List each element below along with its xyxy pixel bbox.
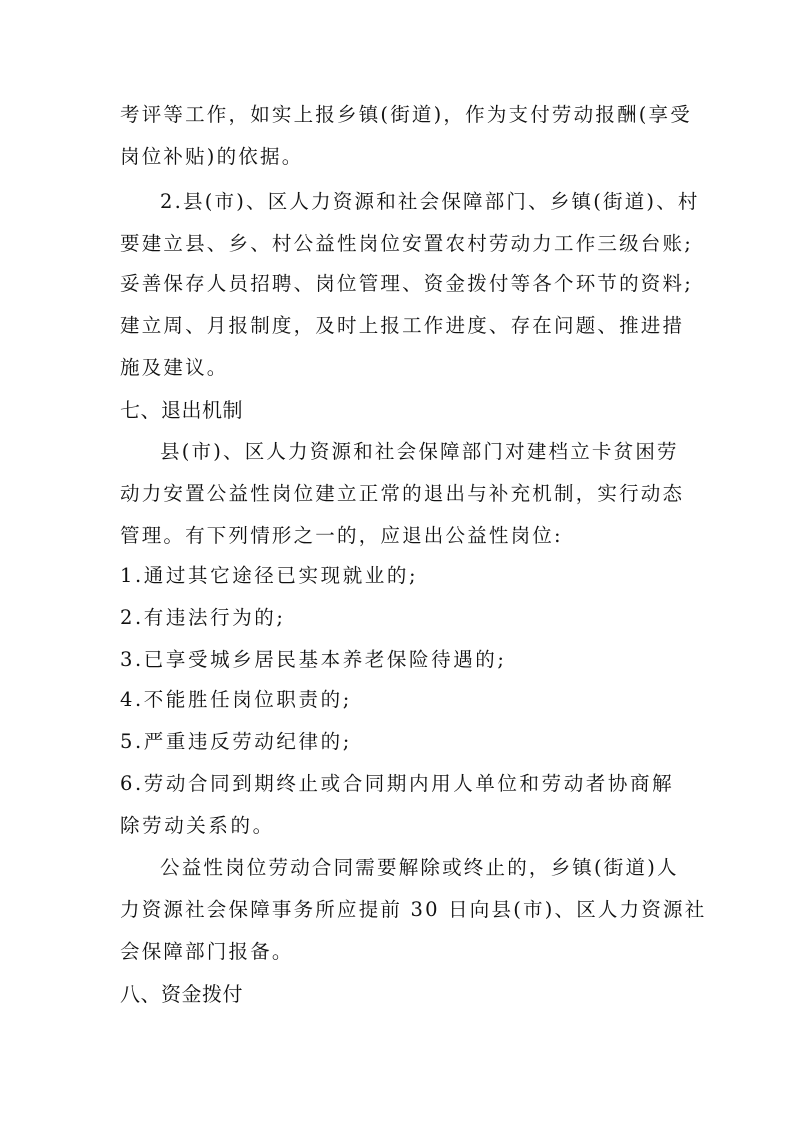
- list-item: 1.通过其它途径已实现就业的;: [120, 564, 419, 587]
- section-heading: 七、退出机制: [120, 398, 243, 422]
- list-item: 6.劳动合同到期终止或合同期内用人单位和劳动者协商解: [120, 772, 675, 795]
- paragraph-line: 公益性岗位劳动合同需要解除或终止的，乡镇(街道)人: [160, 856, 679, 879]
- section-heading: 八、资金拨付: [120, 982, 243, 1006]
- paragraph-line: 动力安置公益性岗位建立正常的退出与补充机制，实行动态: [120, 482, 685, 505]
- paragraph-line: 施及建议。: [120, 356, 229, 379]
- list-item: 2.有违法行为的;: [120, 606, 286, 629]
- paragraph-line: 建立周、月报制度，及时上报工作进度、存在问题、推进措: [120, 314, 685, 337]
- paragraph-line: 会保障部门报备。: [120, 940, 294, 963]
- paragraph-line: 要建立县、乡、村公益性岗位安置农村劳动力工作三级台账;: [120, 232, 693, 255]
- paragraph-line: 考评等工作，如实上报乡镇(街道)，作为支付劳动报酬(享受: [120, 103, 692, 126]
- paragraph-line: 管理。有下列情形之一的，应退出公益性岗位:: [120, 524, 563, 547]
- paragraph-line: 力资源社会保障事务所应提前 30 日向县(市)、区人力资源社: [120, 898, 707, 921]
- list-item-continuation: 除劳动关系的。: [120, 814, 275, 837]
- paragraph-line: 县(市)、区人力资源和社会保障部门对建档立卡贫困劳: [160, 440, 679, 463]
- list-item: 3.已享受城乡居民基本养老保险待遇的;: [120, 648, 507, 671]
- paragraph-line: 2.县(市)、区人力资源和社会保障部门、乡镇(街道)、村: [160, 190, 700, 213]
- paragraph-line: 岗位补贴)的依据。: [120, 145, 304, 168]
- list-item: 5.严重违反劳动纪律的;: [120, 730, 352, 753]
- paragraph-line: 妥善保存人员招聘、岗位管理、资金拨付等各个环节的资料;: [120, 272, 693, 295]
- list-item: 4.不能胜任岗位职责的;: [120, 688, 352, 711]
